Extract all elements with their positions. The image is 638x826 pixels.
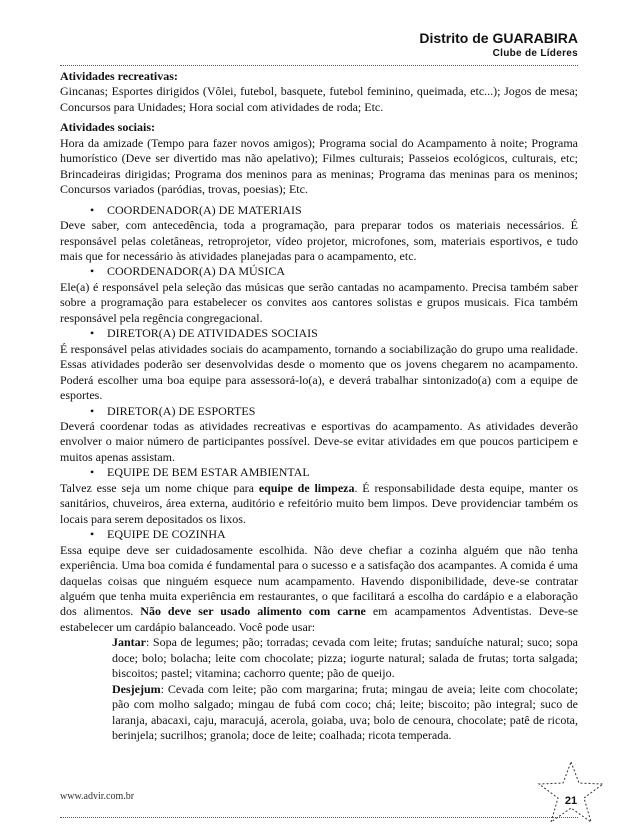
role-heading: • EQUIPE DE BEM ESTAR AMBIENTAL	[60, 465, 578, 480]
role-text: Ele(a) é responsável pela seleção das músicas que serão cantadas no acampamento. Precisa também saber sobre a programação para estabelecer os convites aos cantores solistas e grupos musicais. Fica também responsável pela regência congregacional.	[60, 279, 578, 325]
page-number: 21	[564, 795, 578, 807]
menu-item	[60, 682, 578, 744]
role-heading: • DIRETOR(A) DE ATIVIDADES SOCIAIS	[60, 326, 578, 341]
role-text-emphasis: equipe de limpeza	[258, 480, 355, 495]
section-text: Gincanas; Esportes dirigidos (Vôlei, futebol, basquete, futebol feminino, queimada, etc...); Jogos de mesa; Concursos para Unidades; Hora social com atividades de roda; Etc.	[60, 84, 578, 114]
role-text-part: em acampamentos Adventistas. Deve-se estabelecer um cardápio balanceado. Você pode usar:	[60, 604, 579, 634]
page-header	[60, 30, 578, 61]
club-subtitle: Clube de Líderes	[492, 48, 578, 59]
role-text: Deve saber, com antecedência, toda a programação, para preparar todos os materiais necessários. É responsável pelas coletâneas, retroprojetor, vídeo projetor, microfones, som, materiais esportivos, e tudo mais que for necessário às atividades planejadas para o acampamento, etc.	[60, 218, 578, 263]
section-heading: Atividades sociais:	[60, 120, 156, 135]
menu-items: : Sopa de legumes; pão; torradas; cevada com leite; frutas; sanduíche natural; suco; sopa doce; bolo; bolacha; leite com chocolate; pizza; iogurte natural; salada de frutas; torta salgada; biscoitos; pastel; vitamina; cachorro quente; pão de queijo.	[112, 635, 578, 681]
page-body	[60, 69, 578, 743]
section-heading: Atividades recreativas:	[60, 69, 178, 83]
role-text-part: . É responsabilidade desta equipe, manter os sanitários, chuveiros, área externa, auditório e refeitório muito bem limpos. Deve providenciar também os locais para serem depositados os lixos.	[60, 480, 578, 526]
menu-label: Desjejum	[112, 681, 161, 696]
role-heading: • COORDENADOR(A) DA MÚSICA	[60, 264, 578, 279]
role-text-part: Talvez esse seja um nome chique para	[60, 480, 259, 495]
role-text	[60, 481, 578, 527]
section-text: Hora da amizade (Tempo para fazer novos amigos); Programa social do Acampamento à noite; Programa humorístico (Deve ser divertido mas não apelativo); Filmes culturais; Passeios ecológicos, culturais, etc; Brincadeiras dirigidas; Programa dos meninos para as meninas; Programa das meninas para os meninos; Concursos variados (paródias, trovas, poesias); Etc.	[60, 135, 578, 197]
menu-label: Jantar	[112, 635, 146, 650]
footer-url: www.advir.com.br	[60, 791, 135, 802]
menu-items: : Cevada com leite; pão com margarina; fruta; mingau de aveia; leite com chocolate; pão com molho salgado; mingau de fubá com coco; chá; leite; biscoito; pão integral; suco de laranja, abacaxi, caju, maracujá, acerola, goiaba, uva; bolo de cenoura, chocolate; patê de ricota, berinjela; sucrilhos; granola; doce de leite; coalhada; ricota temperada.	[112, 681, 578, 743]
role-text-part: Essa equipe deve ser cuidadosamente escolhida. Não deve chefiar a cozinha alguém que não tenha experiência. Uma boa comida é fundamental para o sucesso e a satisfação dos acampantes. A comida é uma daquelas coisas que ninguém esquece num acampamento. Havendo disponibilidade, deve-se contratar alguém que tenha muita experiência em restaurantes, o que facilitará a escolha do cardápio e a elaboração dos alimentos.	[60, 542, 578, 619]
footer-divider	[60, 817, 578, 818]
role-heading: • COORDENADOR(A) DE MATERIAIS	[60, 203, 578, 218]
header-divider	[60, 65, 578, 66]
role-text-emphasis: Não deve ser usado alimento com carne	[140, 604, 366, 619]
district-title: Distrito de GUARABIRA	[419, 30, 578, 46]
role-text: É responsável pelas atividades sociais do acampamento, tornando a sociabilização do grupo uma realidade. Essas atividades poderão ser desenvolvidas desde o momento que os jovens chegarem no acampamento. Poderá escolher uma boa equipe para assessorá-lo(a), e deverá trabalhar sintonizado(a) com a equipe de esportes.	[60, 341, 578, 403]
menu-item	[60, 635, 578, 681]
role-text	[60, 543, 578, 636]
role-heading: • DIRETOR(A) DE ESPORTES	[60, 404, 578, 419]
role-heading: • EQUIPE DE COZINHA	[60, 527, 578, 542]
role-text: Deverá coordenar todas as atividades recreativas e esportivas do acampamento. As atividades deverão envolver o maior número de participantes possível. Deve-se evitar atividades em que poucos participem e muitos apenas assistam.	[60, 418, 578, 464]
